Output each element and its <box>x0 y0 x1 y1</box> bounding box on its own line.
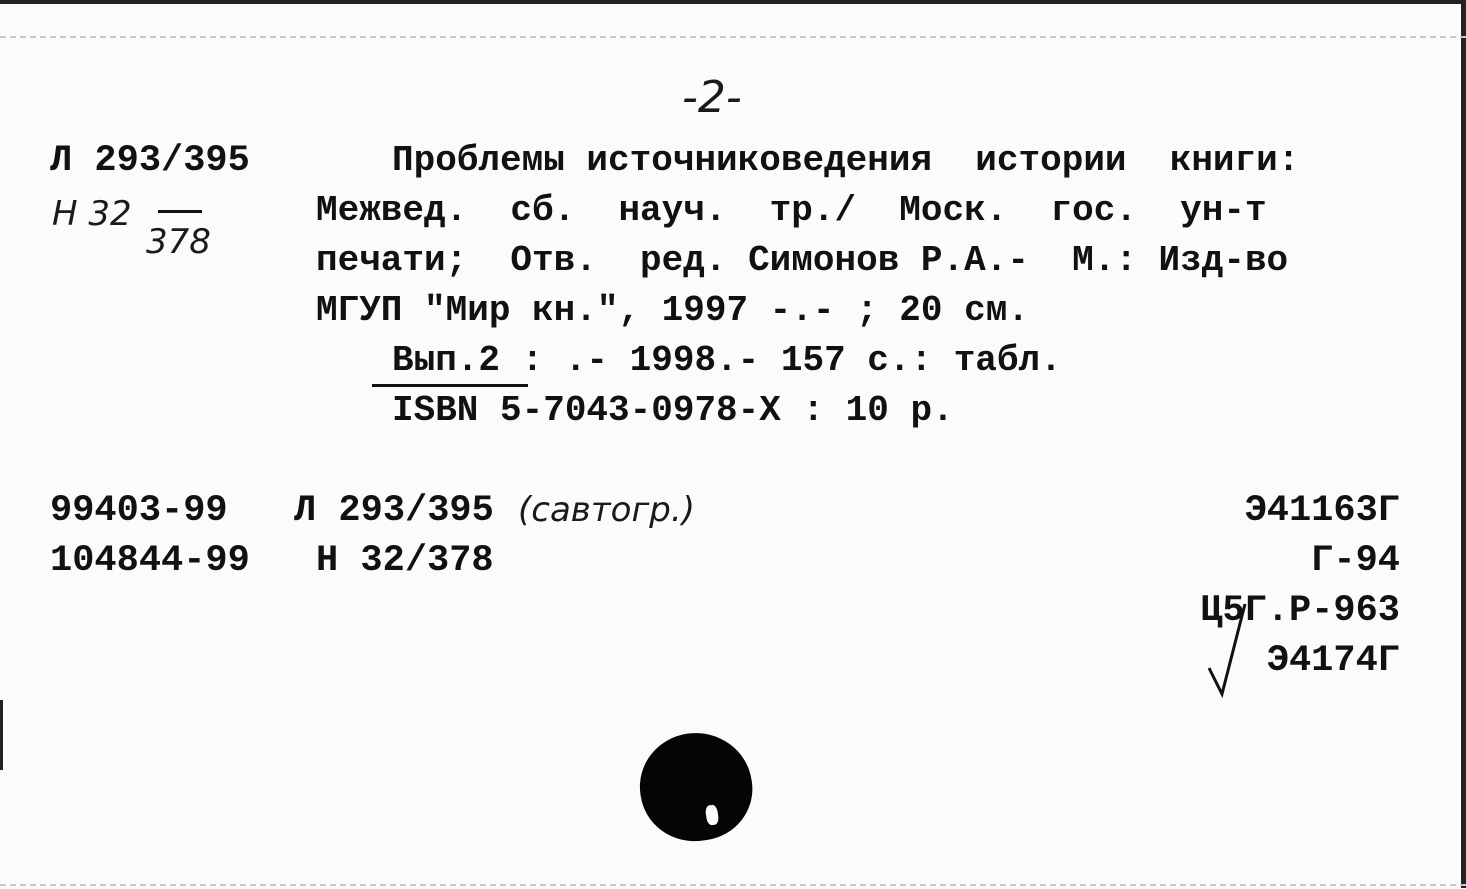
right-code-1: Э41163Г <box>1244 490 1400 532</box>
inventory-code-2: Н 32/378 <box>316 540 494 582</box>
shelfmark-line: Л 293/395 <box>50 140 250 182</box>
right-code-2: Г-94 <box>1311 540 1400 582</box>
inventory-number-1: 99403-99 <box>50 490 228 532</box>
right-code-4: Э4174Г <box>1266 640 1400 682</box>
punch-hole <box>633 726 759 849</box>
fraction-bar <box>158 210 202 213</box>
issue-underline <box>372 384 528 387</box>
inventory-code-1: Л 293/395 <box>294 490 494 532</box>
page-number: -2- <box>682 72 742 123</box>
dotted-rule-bottom <box>0 884 1466 889</box>
body-line-3: печати; Отв. ред. Симонов Р.А.- М.: Изд-во <box>316 240 1289 281</box>
isbn-line: ISBN 5-7043-0978-X : 10 р. <box>392 390 954 431</box>
shelfmark-handwritten: Н 32 <box>52 194 132 234</box>
shelfmark-fraction: 378 <box>146 222 211 262</box>
inventory-number-2: 104844-99 <box>50 540 250 582</box>
right-code-3: Ц5Г.Р-963 <box>1200 590 1400 632</box>
body-line-4: МГУП "Мир кн.", 1997 -.- ; 20 см. <box>316 290 1029 331</box>
issue-line: Вып.2 : .- 1998.- 157 с.: табл. <box>392 340 1062 381</box>
title-line: Проблемы источниковедения истории книги: <box>392 140 1300 181</box>
card-right-edge <box>1461 0 1466 888</box>
dotted-rule-top <box>0 36 1466 41</box>
checkmark-icon <box>1205 600 1255 700</box>
body-line-2: Межвед. сб. науч. тр./ Моск. гос. ун-т <box>316 190 1267 231</box>
card-top-edge <box>0 0 1466 4</box>
inventory-handwritten-note: (савтогр.) <box>518 490 695 530</box>
card-left-edge-mark <box>0 700 3 770</box>
